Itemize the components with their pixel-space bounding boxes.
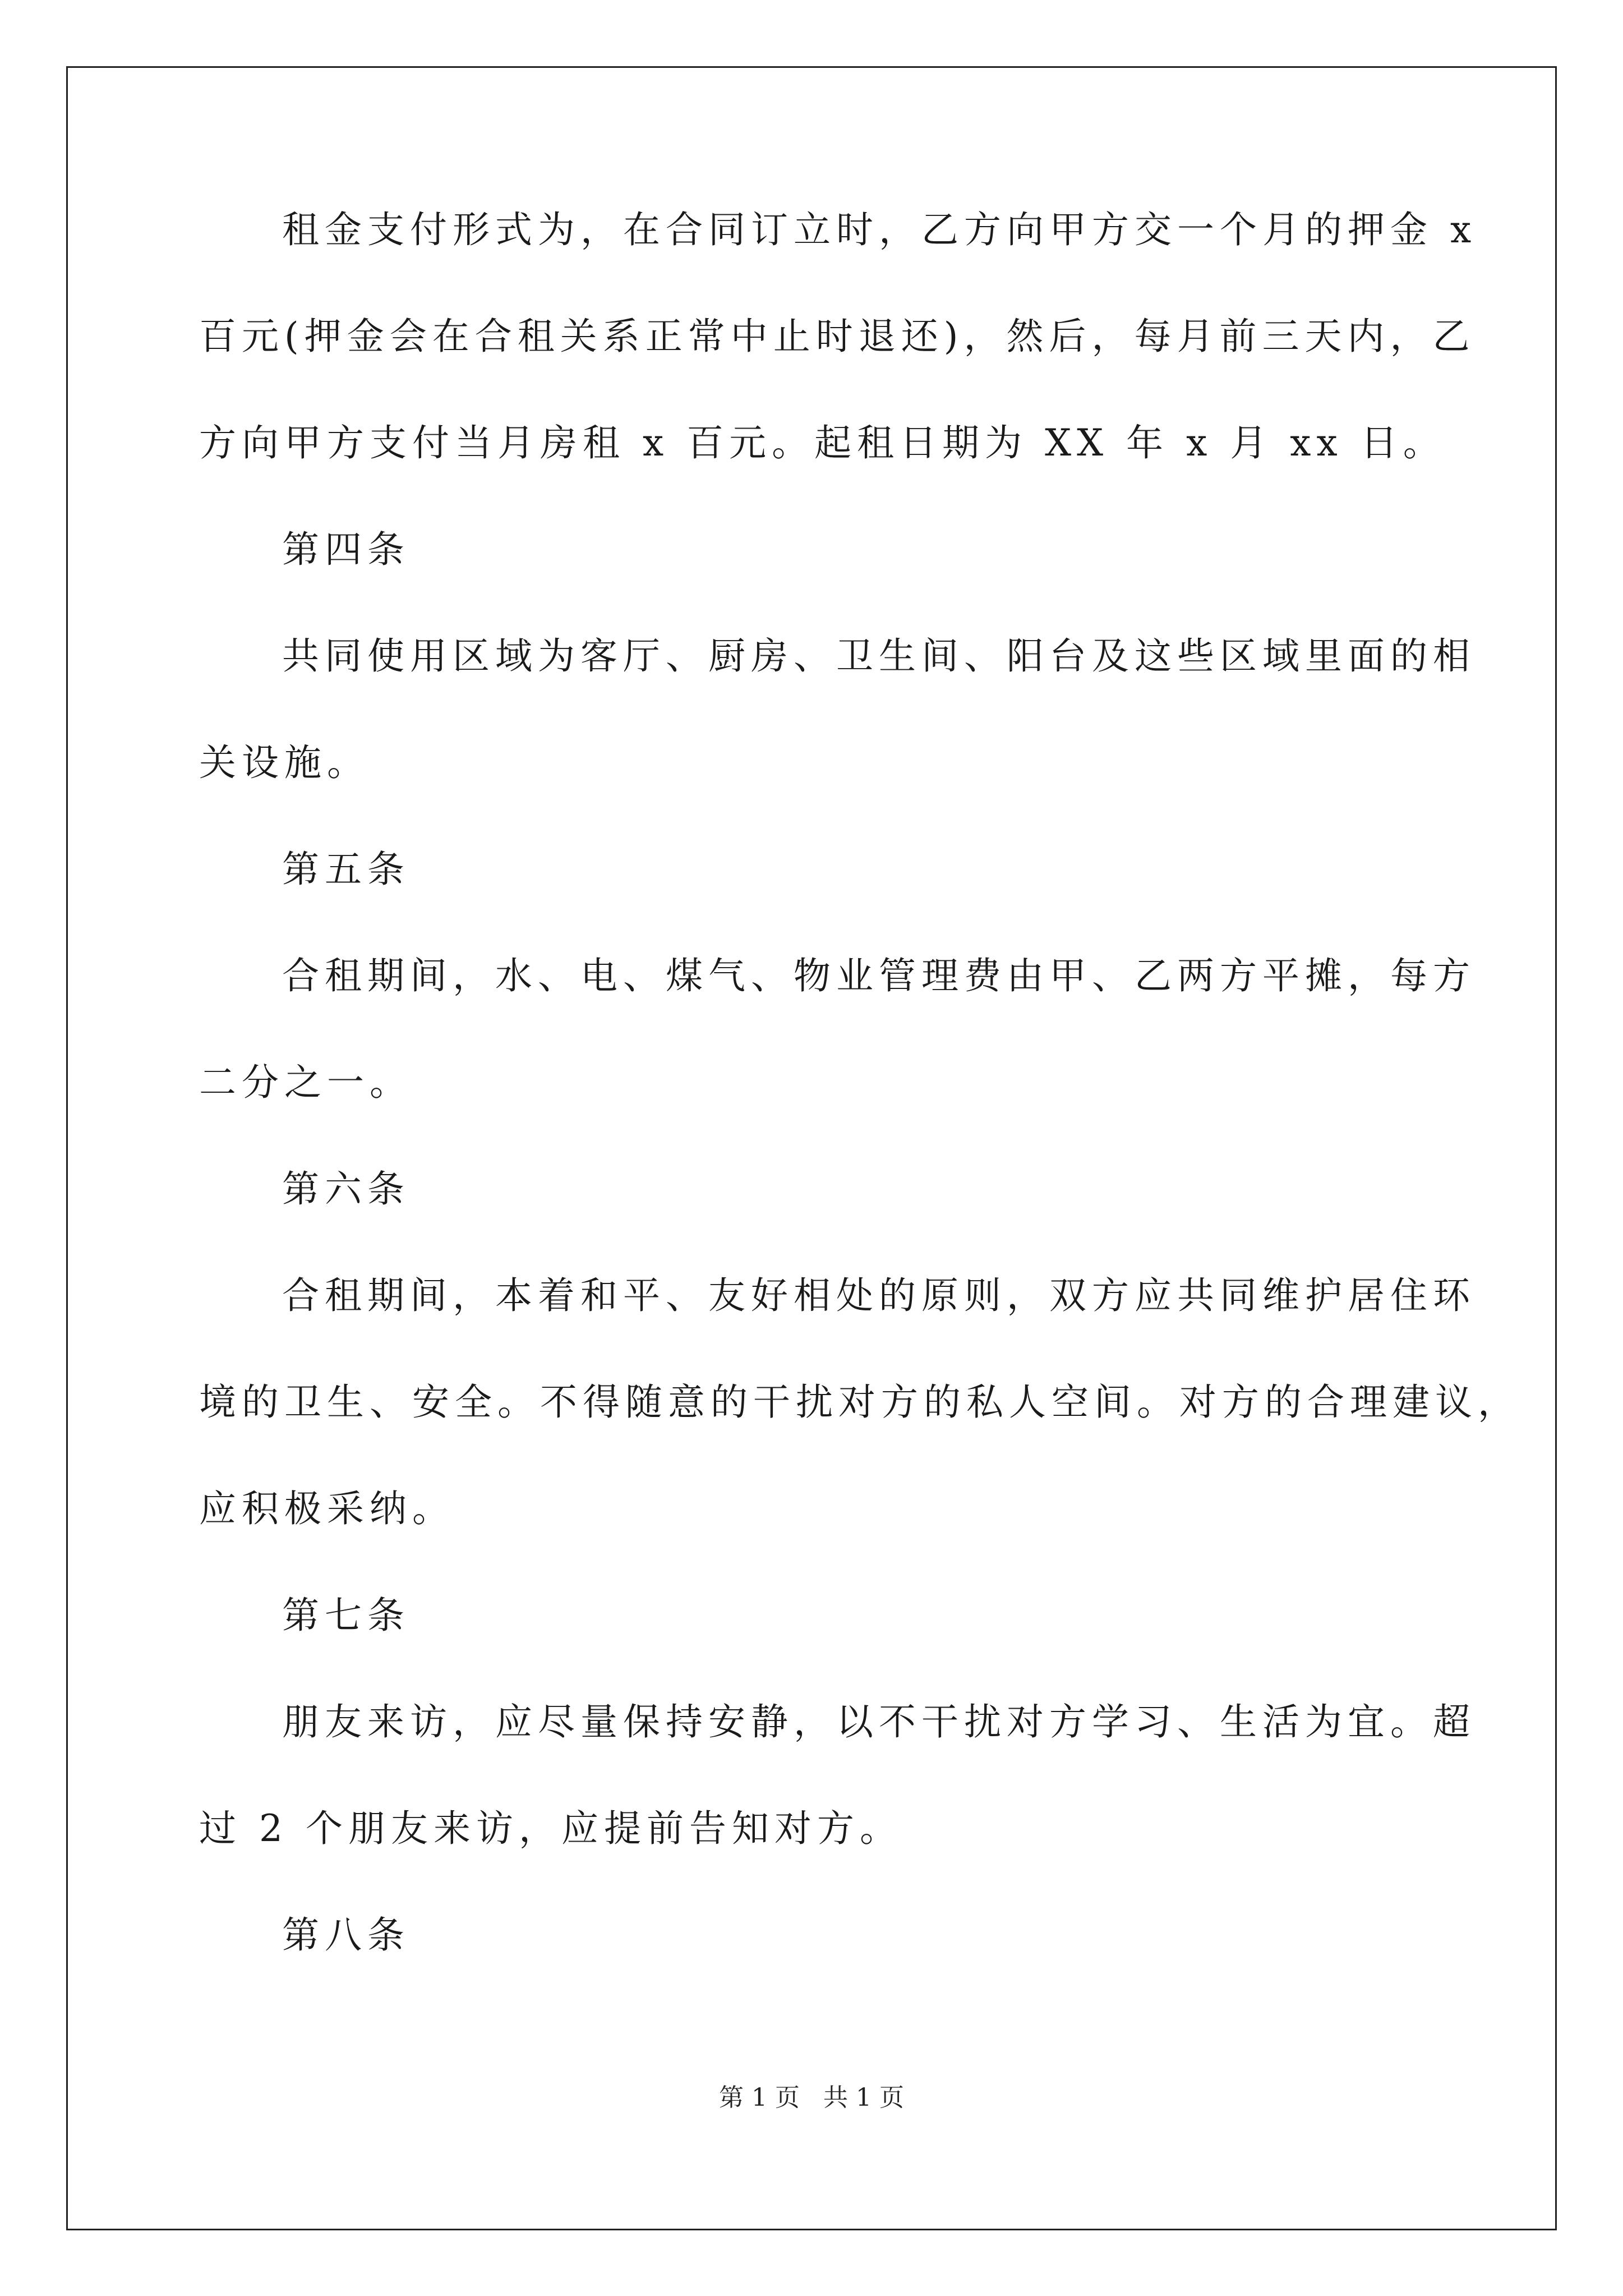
paragraph-line: 租金支付形式为，在合同订立时，乙方向甲方交一个月的押金 x: [282, 208, 1477, 251]
page-footer: [0, 2082, 1623, 2114]
paragraph-line: 方向甲方支付当月房租 x 百元。起租日期为 XX 年 x 月 xx 日。: [199, 421, 1446, 464]
paragraph-line: 关设施。: [199, 741, 370, 784]
page-number-total: 共 1 页: [823, 2083, 904, 2112]
section-heading: 第四条: [282, 528, 410, 571]
section-heading: 第七条: [282, 1594, 410, 1637]
section-heading: 第六条: [282, 1167, 410, 1211]
paragraph-line: 百元(押金会在合租关系正常中止时退还)，然后，每月前三天内，乙: [199, 315, 1476, 358]
page-number-current: 第 1 页: [719, 2083, 800, 2112]
section-heading: 第八条: [282, 1913, 410, 1957]
paragraph-line: 朋友来访，应尽量保持安静，以不干扰对方学习、生活为宜。超: [282, 1700, 1476, 1743]
paragraph-line: 境的卫生、安全。不得随意的干扰对方的私人空间。对方的合理建议，: [199, 1381, 1520, 1424]
section-heading: 第五条: [282, 848, 410, 891]
paragraph-line: 应积极采纳。: [199, 1487, 455, 1530]
paragraph-line: 过 2 个朋友来访，应提前告知对方。: [199, 1807, 902, 1850]
paragraph-line: 共同使用区域为客厅、厨房、卫生间、阳台及这些区域里面的相: [282, 634, 1476, 678]
paragraph-line: 二分之一。: [199, 1061, 412, 1104]
page-border: [66, 66, 1557, 2230]
paragraph-line: 合租期间，本着和平、友好相处的原则，双方应共同维护居住环: [282, 1274, 1476, 1317]
paragraph-line: 合租期间，水、电、煤气、物业管理费由甲、乙两方平摊，每方: [282, 954, 1476, 997]
